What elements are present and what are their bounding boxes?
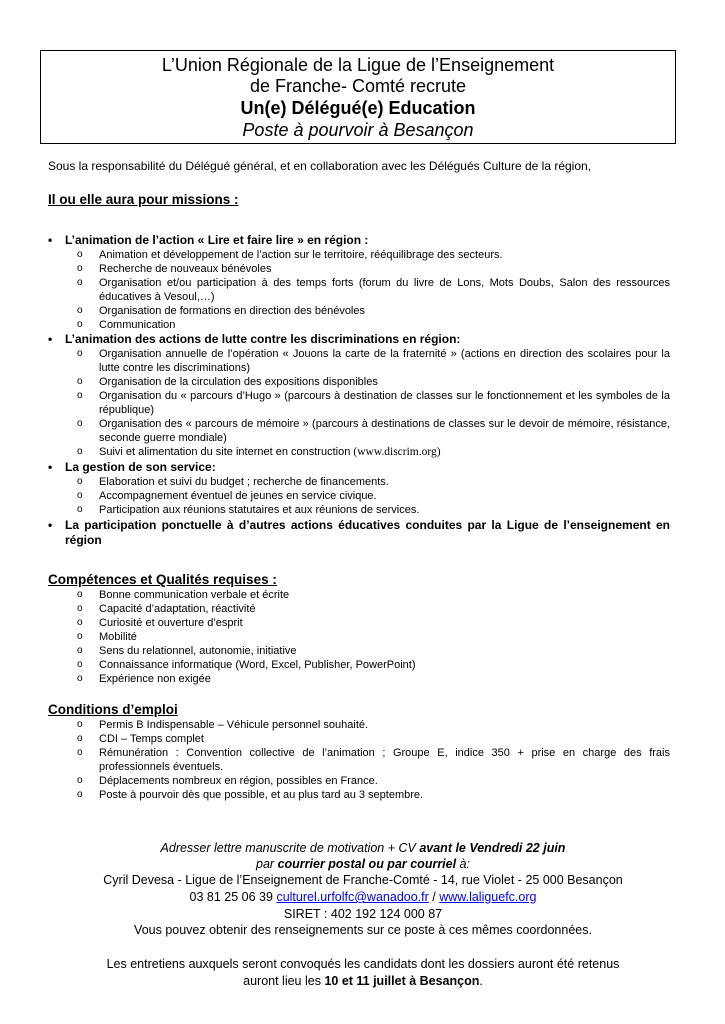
list-item bbox=[48, 788, 670, 802]
item-text: Curiosité et ouverture d’esprit bbox=[99, 617, 243, 629]
footer-interview-dates bbox=[40, 973, 686, 989]
website-link[interactable]: www.laliguefc.org bbox=[439, 890, 537, 904]
item-text: Rémunération : Convention collective de l’animation ; Groupe E, indice 350 + prise en charge des frais professionnels éventuels. bbox=[99, 747, 670, 773]
competences-list bbox=[48, 588, 670, 686]
item-text: Communication bbox=[99, 319, 176, 331]
missions-group-other-actions bbox=[48, 518, 670, 548]
circle-bullet-icon: o bbox=[77, 617, 83, 628]
circle-bullet-icon: o bbox=[77, 490, 83, 501]
circle-bullet-icon: o bbox=[77, 390, 83, 401]
list-item bbox=[48, 318, 670, 332]
list-item bbox=[48, 304, 670, 318]
list-item bbox=[48, 644, 670, 658]
list-item bbox=[48, 262, 670, 276]
item-text: Organisation annuelle de l’opération « Jouons la carte de la fraternité » (actions en direction des scolaires pour la lutte contre les discriminations) bbox=[99, 348, 670, 374]
circle-bullet-icon: o bbox=[77, 589, 83, 600]
item-text: Participation aux réunions statutaires et aux réunions de services. bbox=[99, 504, 420, 516]
item-text: Sens du relationnel, autonomie, initiative bbox=[99, 645, 297, 657]
list-item bbox=[48, 276, 670, 304]
missions-group-discrimination bbox=[48, 332, 670, 459]
footer-text: Adresser lettre manuscrite de motivation + CV bbox=[160, 841, 420, 855]
footer-text: auront lieu les bbox=[243, 974, 325, 988]
group-label: L’animation des actions de lutte contre les discriminations en région: bbox=[65, 332, 461, 346]
list-item bbox=[48, 602, 670, 616]
item-text: Organisation de formations en direction des bénévoles bbox=[99, 305, 365, 317]
bullet-icon: • bbox=[48, 233, 53, 247]
list-item bbox=[48, 672, 670, 686]
bullet-icon: • bbox=[48, 460, 53, 474]
item-text: Organisation des « parcours de mémoire » (parcours à destinations de classes sur le devoir de mémoire, résistance, seconde guerre mondiale) bbox=[99, 418, 670, 444]
list-item bbox=[48, 630, 670, 644]
circle-bullet-icon: o bbox=[77, 603, 83, 614]
missions-group-management bbox=[48, 460, 670, 517]
circle-bullet-icon: o bbox=[77, 305, 83, 316]
item-text: Animation et développement de l’action sur le territoire, rééquilibrage des secteurs. bbox=[99, 249, 503, 261]
footer-text: . bbox=[479, 974, 483, 988]
method-text: courrier postal ou par courriel bbox=[277, 857, 457, 871]
missions-title: Il ou elle aura pour missions : bbox=[48, 192, 239, 207]
circle-bullet-icon: o bbox=[77, 504, 83, 515]
footer-text: à: bbox=[456, 857, 470, 871]
list-item bbox=[48, 718, 670, 732]
list-item bbox=[48, 233, 670, 248]
footer-application-line bbox=[40, 840, 686, 856]
list-item bbox=[48, 732, 670, 746]
header-box bbox=[40, 50, 676, 144]
phone-number: 03 81 25 06 39 bbox=[189, 890, 273, 904]
intro-text: Sous la responsabilité du Délégué général, et en collaboration avec les Délégués Culture de la région, bbox=[48, 159, 592, 173]
item-text: Expérience non exigée bbox=[99, 673, 211, 685]
list-item bbox=[48, 475, 670, 489]
circle-bullet-icon: o bbox=[77, 418, 83, 429]
circle-bullet-icon: o bbox=[77, 733, 83, 744]
site-note: (www.discrim.org) bbox=[353, 446, 441, 458]
competences-title: Compétences et Qualités requises : bbox=[48, 572, 277, 587]
email-link[interactable]: culturel.urfolfc@wanadoo.fr bbox=[276, 890, 429, 904]
footer-siret: SIRET : 402 192 124 000 87 bbox=[283, 907, 443, 921]
deadline-text: avant le Vendredi 22 juin bbox=[419, 841, 566, 855]
circle-bullet-icon: o bbox=[77, 446, 83, 457]
header-location: Poste à pourvoir à Besançon bbox=[242, 120, 474, 140]
list-item bbox=[48, 389, 670, 417]
list-item bbox=[48, 616, 670, 630]
bullet-icon: • bbox=[48, 518, 53, 532]
circle-bullet-icon: o bbox=[77, 348, 83, 359]
separator: / bbox=[428, 890, 440, 904]
circle-bullet-icon: o bbox=[77, 719, 83, 730]
item-text: Organisation de la circulation des expositions disponibles bbox=[99, 376, 378, 388]
item-text: Permis B Indispensable – Véhicule personnel souhaité. bbox=[99, 719, 369, 731]
circle-bullet-icon: o bbox=[77, 775, 83, 786]
footer-address: Cyril Devesa - Ligue de l’Enseignement de Franche-Comté - 14, rue Violet - 25 000 Besançon bbox=[103, 873, 623, 887]
item-text: Capacité d’adaptation, réactivité bbox=[99, 603, 256, 615]
item-text: Connaissance informatique (Word, Excel, Publisher, PowerPoint) bbox=[99, 659, 416, 671]
footer-info: Vous pouvez obtenir des renseignements sur ce poste à ces mêmes coordonnées. bbox=[134, 923, 592, 937]
list-item bbox=[48, 332, 670, 347]
list-item bbox=[48, 375, 670, 389]
circle-bullet-icon: o bbox=[77, 747, 83, 758]
circle-bullet-icon: o bbox=[77, 789, 83, 800]
list-item bbox=[48, 417, 670, 445]
list-item bbox=[48, 347, 670, 375]
list-item bbox=[48, 658, 670, 672]
item-text: Accompagnement éventuel de jeunes en service civique. bbox=[99, 490, 377, 502]
item-text: Mobilité bbox=[99, 631, 137, 643]
list-item bbox=[48, 588, 670, 602]
circle-bullet-icon: o bbox=[77, 645, 83, 656]
footer-interviews: Les entretiens auxquels seront convoqués les candidats dont les dossiers auront été retenus bbox=[106, 957, 620, 971]
circle-bullet-icon: o bbox=[77, 249, 83, 260]
circle-bullet-icon: o bbox=[77, 631, 83, 642]
list-item bbox=[48, 460, 670, 475]
circle-bullet-icon: o bbox=[77, 277, 83, 288]
item-text: Organisation du « parcours d’Hugo » (parcours à destination de classes sur le fonctionnement et les symboles de la république) bbox=[99, 390, 670, 416]
list-item bbox=[48, 518, 670, 548]
header-region-line: de Franche- Comté recrute bbox=[249, 76, 467, 96]
circle-bullet-icon: o bbox=[77, 659, 83, 670]
conditions-list bbox=[48, 718, 670, 802]
footer-contact bbox=[40, 889, 686, 905]
bullet-icon: • bbox=[48, 332, 53, 346]
item-text: Déplacements nombreux en région, possibles en France. bbox=[99, 775, 378, 787]
item-text: Organisation et/ou participation à des temps forts (forum du livre de Lons, Mots Doubs, Salon des ressources éducatives à Vesoul,…) bbox=[99, 277, 670, 303]
list-item bbox=[48, 503, 670, 517]
item-text: Recherche de nouveaux bénévoles bbox=[99, 263, 272, 275]
circle-bullet-icon: o bbox=[77, 673, 83, 684]
header-org-line: L’Union Régionale de la Ligue de l’Enseignement bbox=[161, 55, 555, 75]
group-label: L’animation de l’action « Lire et faire lire » en région : bbox=[65, 233, 369, 247]
item-text: Suivi et alimentation du site internet en construction bbox=[99, 446, 351, 458]
conditions-title: Conditions d’emploi bbox=[48, 702, 178, 717]
list-item bbox=[48, 489, 670, 503]
list-item bbox=[48, 445, 670, 459]
circle-bullet-icon: o bbox=[77, 263, 83, 274]
list-item bbox=[48, 774, 670, 788]
item-text: Elaboration et suivi du budget ; recherche de financements. bbox=[99, 476, 389, 488]
item-text: CDI – Temps complet bbox=[99, 733, 204, 745]
item-text: Poste à pourvoir dès que possible, et au plus tard au 3 septembre. bbox=[99, 789, 424, 801]
circle-bullet-icon: o bbox=[77, 319, 83, 330]
group-label: La participation ponctuelle à d’autres actions éducatives conduites par la Ligue de l’enseignement en région bbox=[65, 518, 670, 547]
header-job-title: Un(e) Délégué(e) Education bbox=[240, 98, 476, 118]
group-label: La gestion de son service: bbox=[65, 460, 216, 474]
footer-method-line bbox=[40, 856, 686, 872]
footer-text: par bbox=[256, 857, 278, 871]
list-item bbox=[48, 248, 670, 262]
circle-bullet-icon: o bbox=[77, 376, 83, 387]
circle-bullet-icon: o bbox=[77, 476, 83, 487]
missions-group-reading bbox=[48, 233, 670, 332]
interview-dates: 10 et 11 juillet à Besançon bbox=[324, 974, 480, 988]
list-item bbox=[48, 746, 670, 774]
item-text: Bonne communication verbale et écrite bbox=[99, 589, 290, 601]
